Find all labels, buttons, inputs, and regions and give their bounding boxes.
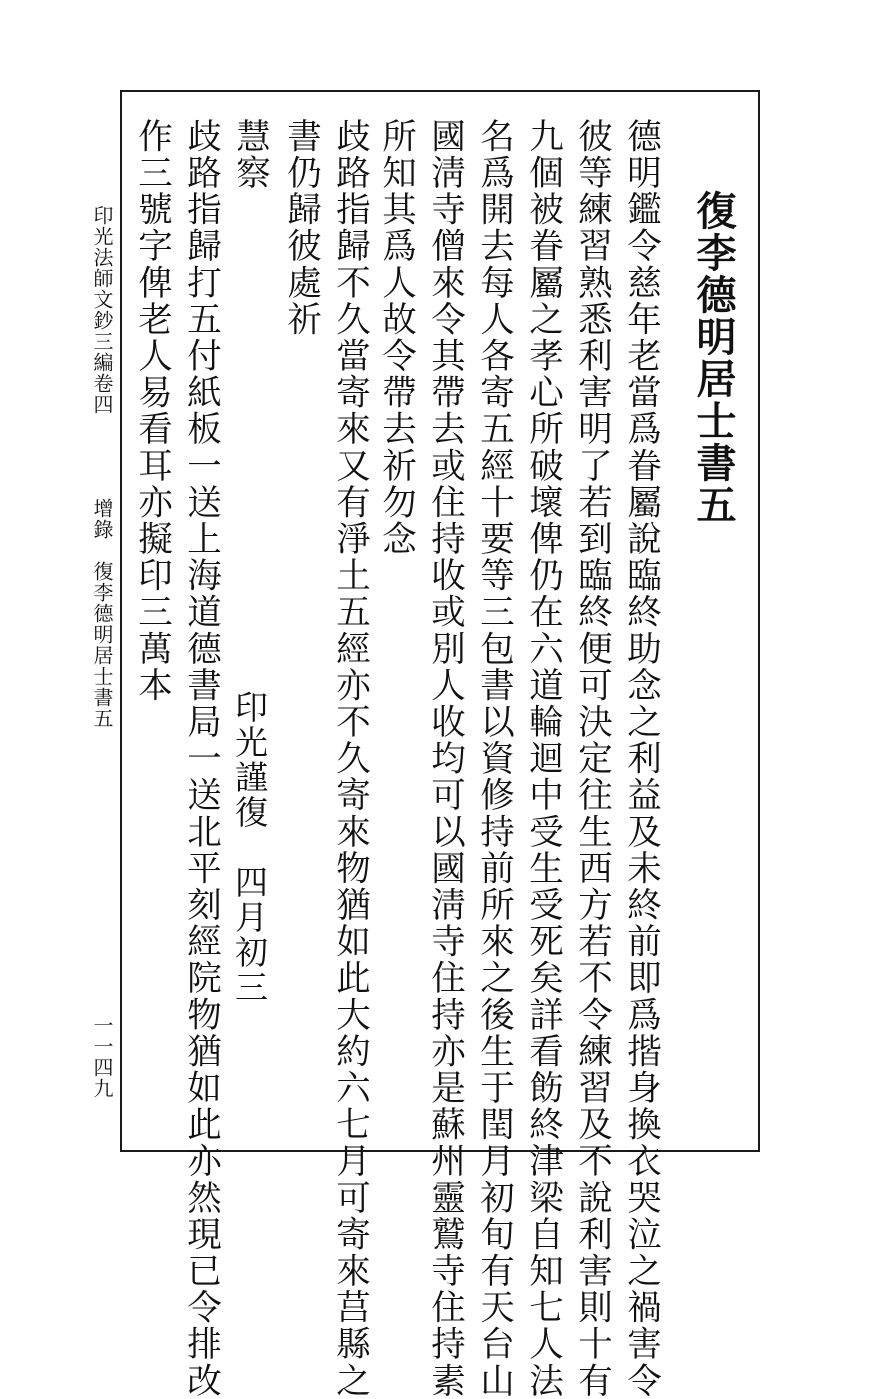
body-column-9: 慧察 [229,118,270,192]
body-column-8: 書仍歸彼處祈 [280,118,321,338]
body-column-3: 九個被眷屬之孝心所破壞俾仍在六道輪迴中受生受死矣詳看飭終津梁自知七人法 [522,118,563,1399]
body-column-2: 彼等練習熟悉利害明了若到臨終便可決定往生西方若不令練習及不說利害則十有 [571,118,612,1399]
body-column-7: 歧路指歸不久當寄來又有淨土五經亦不久寄來物猶如此大約六七月可寄來莒縣之 [329,118,370,1399]
body-column-1: 德明鑑令慈年老當爲眷屬說臨終助念之利益及未終前即爲揩身換衣哭泣之禍害令 [620,118,661,1399]
body-column-5: 國淸寺僧來令其帶去或住持收或別人收均可以國淸寺住持亦是蘇州靈鷲寺住持素 [424,118,465,1399]
body-column-11: 作三號字俾老人易看耳亦擬印三萬本 [131,118,172,704]
letter-title: 復李德明居士書五 [690,190,737,526]
book-title: 印光法師文鈔三編卷四 [90,205,114,415]
body-column-10: 歧路指歸打五付紙板一送上海道德書局一送北平刻經院物猶如此亦然現已令排改 [180,118,221,1399]
body-column-4: 名爲開去每人各寄五經十要等三包書以資修持前所來之後生于閏月初旬有天台山 [473,118,514,1399]
section-title: 增錄 復李德明居士書五 [90,498,114,729]
page-number: 一一四九 [90,1015,114,1099]
body-column-6: 所知其爲人故令帶去祈勿念 [375,118,416,558]
signature: 印光謹復 四月初三 [230,690,269,1005]
